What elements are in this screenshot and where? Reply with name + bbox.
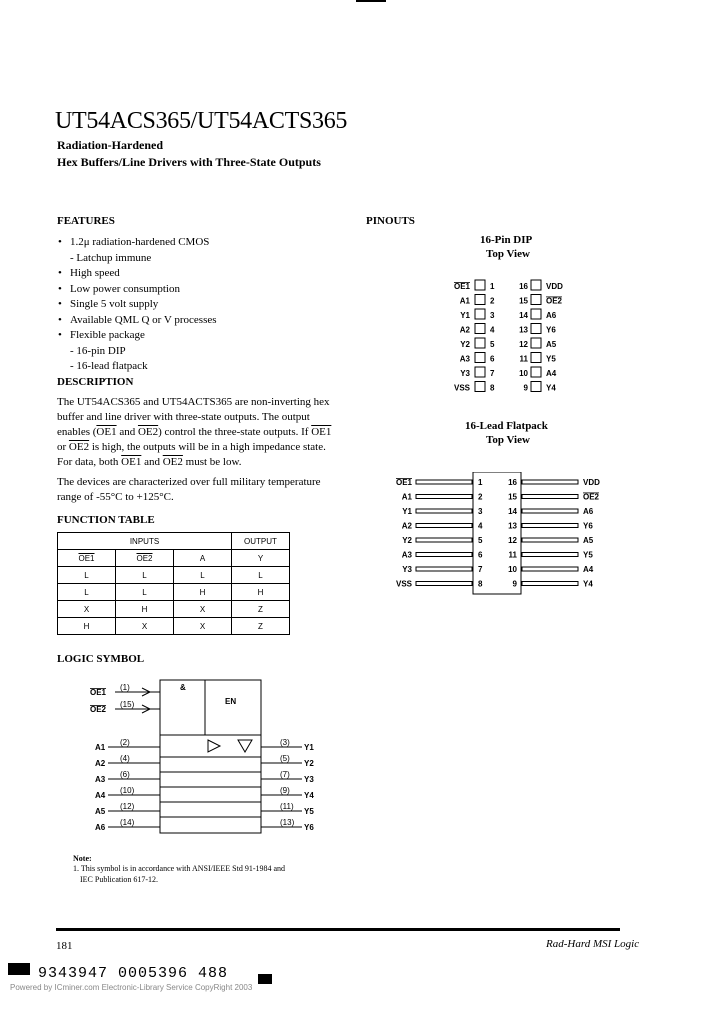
dip-view: Top View: [486, 248, 530, 260]
input-pin: (4): [120, 754, 130, 763]
page-number: 181: [56, 940, 73, 952]
function-table: [57, 532, 290, 635]
flat-left-pin-num: 8: [478, 579, 483, 589]
note-line-1: 1. This symbol is in accordance with ANSI/IEEE Std 91-1984 and: [73, 864, 286, 873]
dip-pin: [475, 280, 485, 290]
document-code: 9343947 0005396 488: [38, 965, 229, 982]
output-header: OUTPUT: [232, 533, 290, 550]
dip-diagram: [440, 275, 580, 400]
table-cell: H: [232, 584, 290, 601]
output-label: Y3: [304, 775, 314, 784]
oe1-label: OE1: [90, 688, 107, 697]
flat-left-pin-num: 6: [478, 550, 483, 560]
dip-pin: [531, 338, 541, 348]
table-cell: X: [174, 601, 232, 618]
feature-item: • High speed: [58, 266, 358, 282]
output-pin: (9): [280, 786, 290, 795]
dip-right-pin-num: 9: [523, 383, 528, 393]
dip-right-pin-num: 11: [519, 354, 528, 364]
dip-pin: [475, 324, 485, 334]
flat-right-pin-name: Y5: [583, 550, 593, 560]
col-oe1: OE1: [58, 550, 116, 567]
table-cell: L: [58, 584, 116, 601]
watermark: Powered by ICminer.com Electronic-Library Service CopyRight 2003: [10, 983, 253, 992]
table-cell: L: [58, 567, 116, 584]
dip-left-pin-name: Y2: [460, 340, 470, 349]
dip-left-pin-name: OE1: [453, 282, 470, 291]
col-a: A: [174, 550, 232, 567]
flat-lead: [522, 538, 578, 542]
dip-pin: [475, 382, 485, 392]
subtitle-2: Hex Buffers/Line Drivers with Three-State Outputs: [57, 155, 321, 169]
dip-left-pin-num: 1: [490, 282, 495, 291]
flat-right-pin-name: A6: [583, 507, 594, 516]
table-cell: Z: [232, 618, 290, 635]
dip-left-pin-num: 4: [490, 325, 495, 335]
flat-left-pin-num: 1: [478, 478, 483, 487]
dip-left-pin-num: 6: [490, 354, 495, 364]
output-label: Y6: [304, 823, 314, 832]
flat-lead: [416, 509, 472, 513]
dip-right-pin-name: Y5: [546, 354, 556, 364]
oe2-label: OE2: [90, 705, 107, 714]
dip-left-pin-num: 8: [490, 383, 495, 393]
output-pin: (13): [280, 818, 295, 827]
flat-right-pin-name: VDD: [583, 478, 600, 487]
dip-right-pin-name: Y4: [546, 383, 556, 393]
dip-left-pin-name: A3: [459, 354, 470, 364]
dip-pin: [531, 324, 541, 334]
dip-left-pin-name: VSS: [453, 383, 470, 393]
feature-item: • Single 5 volt supply: [58, 297, 358, 313]
input-pin: (2): [120, 738, 130, 747]
dip-left-pin-num: 5: [490, 340, 495, 349]
col-oe2: OE2: [116, 550, 174, 567]
input-label: A4: [95, 791, 106, 800]
input-label: A6: [95, 823, 106, 832]
barcode-block-right: [258, 974, 272, 984]
flat-lead: [522, 582, 578, 586]
flat-left-pin-num: 3: [478, 507, 483, 516]
flat-right-pin-num: 12: [508, 536, 517, 545]
flat-left-pin-name: Y1: [402, 507, 412, 516]
feature-item: - 16-pin DIP: [70, 344, 126, 357]
flat-right-pin-name: Y4: [583, 579, 593, 589]
table-cell: X: [116, 618, 174, 635]
table-cell: H: [58, 618, 116, 635]
flat-lead: [522, 567, 578, 571]
dip-right-pin-num: 10: [519, 369, 528, 378]
dip-right-pin-name: VDD: [546, 282, 563, 291]
inputs-header: INPUTS: [58, 533, 232, 550]
flat-lead: [416, 480, 472, 484]
feature-item: • Flexible package: [58, 328, 358, 344]
table-cell: X: [58, 601, 116, 618]
flat-left-pin-num: 7: [478, 565, 483, 574]
flat-right-pin-name: Y6: [583, 521, 593, 531]
dip-pin: [475, 309, 485, 319]
table-cell: H: [116, 601, 174, 618]
dip-left-pin-num: 7: [490, 369, 495, 378]
dip-pin: [475, 338, 485, 348]
flat-right-pin-num: 15: [508, 492, 517, 502]
description-paragraph-1: The UT54ACS365 and UT54ACTS365 are non-inverting hex buffer and line driver with three-state outputs. The output enables (OE1 and OE2) control the three-state outputs. If OE1 or OE2 is high, the outputs will be in a high impedance state. For data, both OE1 and OE2 must be low.: [57, 396, 332, 468]
input-pin: (10): [120, 786, 135, 795]
top-mark: [356, 0, 386, 2]
feature-item: - Latchup immune: [70, 251, 152, 264]
amp-label: &: [180, 683, 186, 692]
subtitle-1: Radiation-Hardened: [57, 138, 164, 152]
flat-left-pin-name: A3: [401, 550, 412, 560]
dip-right-pin-name: A4: [546, 369, 557, 378]
features-list: [58, 235, 358, 375]
dip-pin: [475, 367, 485, 377]
table-cell: L: [116, 584, 174, 601]
dip-left-pin-num: 3: [490, 311, 495, 320]
description-paragraph-2: The devices are characterized over full military temperature range of -55°C to +125°C.: [57, 476, 321, 503]
dip-right-pin-name: Y6: [546, 325, 556, 335]
description-heading: DESCRIPTION: [57, 376, 134, 388]
table-cell: L: [232, 567, 290, 584]
dip-pin: [531, 280, 541, 290]
dip-pin: [531, 367, 541, 377]
flat-right-pin-num: 13: [508, 521, 517, 531]
flat-left-pin-name: A1: [401, 492, 412, 502]
en-block: [205, 680, 261, 735]
feature-item: - 16-lead flatpack: [70, 360, 148, 372]
feature-item: • Available QML Q or V processes: [58, 313, 358, 329]
feature-item: • Low power consumption: [58, 282, 358, 298]
table-cell: Z: [232, 601, 290, 618]
flat-right-pin-num: 14: [508, 507, 517, 516]
dip-left-pin-num: 2: [490, 296, 495, 306]
input-label: A2: [95, 759, 106, 768]
dip-pin: [531, 382, 541, 392]
flat-view: Top View: [486, 434, 530, 446]
three-state-symbol: [238, 740, 252, 752]
flat-right-pin-num: 16: [508, 478, 517, 487]
dip-pin: [531, 295, 541, 305]
buffer-symbol: [208, 740, 220, 752]
en-label: EN: [225, 697, 237, 706]
dip-right-pin-name: A6: [546, 311, 557, 320]
flat-lead: [522, 495, 578, 499]
dip-pin: [531, 353, 541, 363]
note-line-2: IEC Publication 617-12.: [80, 875, 158, 884]
dip-right-pin-num: 12: [519, 340, 528, 349]
dip-right-pin-name: A5: [546, 340, 557, 349]
flat-right-pin-num: 11: [508, 550, 517, 560]
note-heading: Note:: [73, 854, 92, 863]
flat-lead: [416, 524, 472, 528]
features-heading: FEATURES: [57, 215, 115, 227]
flat-left-pin-name: Y2: [402, 536, 412, 545]
output-label: Y5: [304, 807, 314, 816]
oe1-pin: (1): [120, 683, 130, 692]
output-label: Y1: [304, 743, 314, 752]
dip-right-pin-num: 13: [519, 325, 528, 335]
flat-left-pin-num: 5: [478, 536, 483, 545]
flatpack-body: [473, 472, 521, 594]
logic-symbol-diagram: [80, 672, 340, 842]
flat-lead: [416, 495, 472, 499]
footer-label: Rad-Hard MSI Logic: [546, 938, 640, 950]
dip-pin: [475, 353, 485, 363]
col-y: Y: [232, 550, 290, 567]
dip-right-pin-name: OE2: [546, 296, 563, 306]
dip-left-pin-name: A2: [459, 325, 470, 335]
table-cell: L: [116, 567, 174, 584]
dip-right-pin-num: 15: [519, 296, 528, 306]
flat-lead: [416, 567, 472, 571]
flat-left-pin-name: OE1: [395, 478, 412, 487]
oe2-pin: (15): [120, 700, 135, 709]
input-pin: (12): [120, 802, 135, 811]
function-table-heading: FUNCTION TABLE: [57, 514, 155, 526]
flat-title: 16-Lead Flatpack: [465, 420, 548, 432]
dip-right-pin-num: 14: [519, 311, 528, 320]
flat-lead: [416, 538, 472, 542]
input-pin: (14): [120, 818, 135, 827]
flat-left-pin-name: VSS: [395, 579, 412, 589]
flat-right-pin-name: A5: [583, 536, 594, 545]
flat-right-pin-num: 9: [512, 579, 517, 589]
input-label: A5: [95, 807, 106, 816]
dip-left-pin-name: A1: [459, 296, 470, 306]
input-label: A3: [95, 775, 106, 784]
table-cell: H: [174, 584, 232, 601]
output-pin: (5): [280, 754, 290, 763]
flat-lead: [522, 509, 578, 513]
flat-lead: [522, 480, 578, 484]
dip-left-pin-name: Y3: [460, 369, 470, 378]
pinouts-heading: PINOUTS: [366, 215, 415, 227]
output-label: Y4: [304, 791, 314, 800]
table-cell: L: [174, 567, 232, 584]
flat-lead: [416, 582, 472, 586]
table-cell: X: [174, 618, 232, 635]
flat-left-pin-name: Y3: [402, 565, 412, 574]
flat-lead: [522, 524, 578, 528]
output-pin: (11): [280, 802, 294, 811]
input-label: A1: [95, 743, 106, 752]
flat-right-pin-num: 10: [508, 565, 517, 574]
footer-rule: [56, 928, 620, 931]
page-title: UT54ACS365/UT54ACTS365: [55, 108, 348, 134]
dip-pin: [475, 295, 485, 305]
feature-item: • 1.2μ radiation-hardened CMOS: [58, 235, 358, 251]
flat-lead: [522, 553, 578, 557]
input-pin: (6): [120, 770, 130, 779]
dip-left-pin-name: Y1: [460, 311, 470, 320]
flat-left-pin-num: 4: [478, 521, 483, 531]
barcode-block-left: [8, 963, 30, 975]
flat-right-pin-name: A4: [583, 565, 594, 574]
logic-symbol-heading: LOGIC SYMBOL: [57, 653, 145, 665]
dip-title: 16-Pin DIP: [480, 234, 533, 246]
flat-lead: [416, 553, 472, 557]
flat-left-pin-name: A2: [401, 521, 412, 531]
dip-right-pin-num: 16: [519, 282, 528, 291]
output-pin: (7): [280, 770, 290, 779]
flat-left-pin-num: 2: [478, 492, 483, 502]
output-pin: (3): [280, 738, 290, 747]
flat-right-pin-name: OE2: [583, 492, 600, 502]
output-label: Y2: [304, 759, 314, 768]
flatpack-diagram: [390, 472, 620, 597]
dip-pin: [531, 309, 541, 319]
